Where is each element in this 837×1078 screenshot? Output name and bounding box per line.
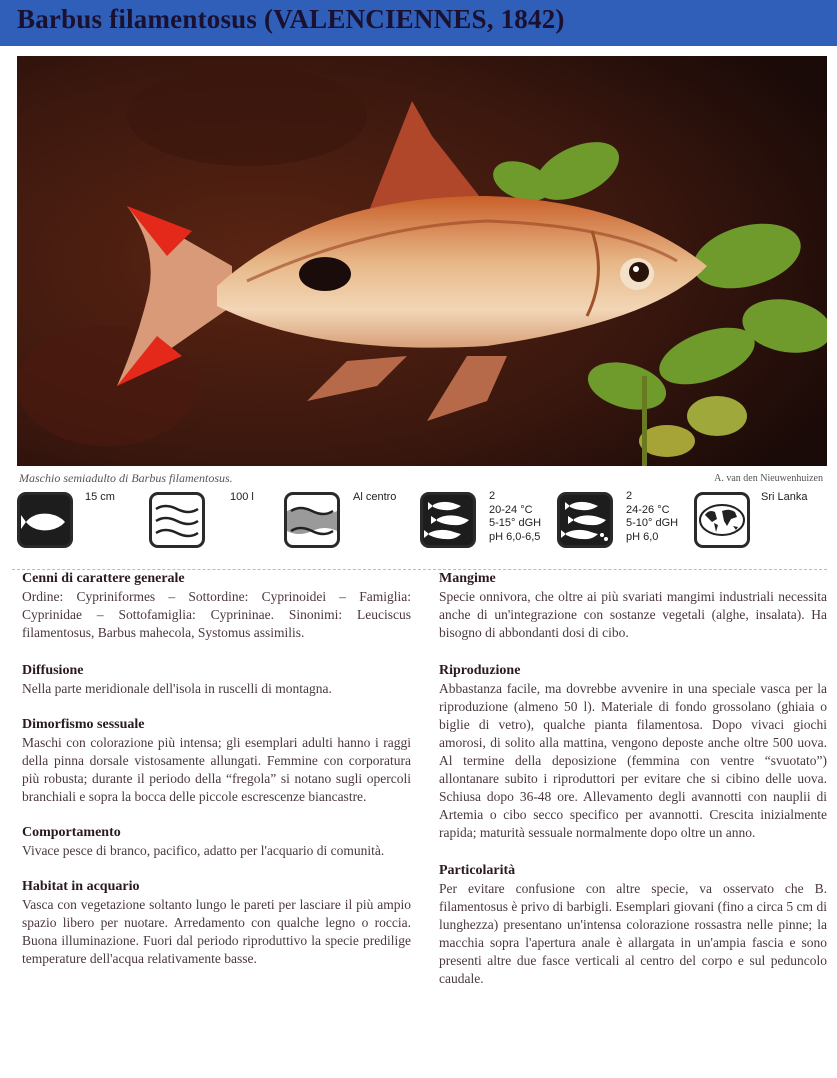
breeding-ph: pH 6,0 — [626, 530, 659, 543]
section-text: Nella parte meridionale dell'isola in ruscelli di montagna. — [22, 681, 332, 696]
left-column — [22, 570, 411, 968]
section-heading: Particolarità — [439, 863, 516, 878]
section-dimorphism — [22, 716, 411, 806]
section-habitat — [22, 878, 411, 968]
section-heading: Riproduzione — [439, 663, 521, 678]
fish-breeding-icon — [557, 492, 613, 548]
breeding-hardness-class: 2 — [626, 490, 633, 502]
breeding-temperature: 24-26 °C — [626, 503, 670, 516]
section-general — [22, 570, 411, 642]
keeping-hardness-class: 2 — [489, 490, 496, 502]
right-column — [439, 570, 827, 988]
photo-caption: Maschio semiadulto di Barbus filamentosus. — [19, 471, 233, 485]
fish-size-icon — [17, 492, 73, 548]
section-text: Per evitare confusione con altre specie, va osservato che B. filamentosus è privo di barbigli. Esemplari giovani (fino a circa 5 cm di lunghezza) presentano un'intensa colorazione rossastra nelle pinne; la macchia sopra l'apertura anale è allargata in un'ampia fascia e sono presenti altre due fasce verticali al centro del corpo e sul peduncolo caudale. — [439, 881, 827, 986]
swim-zone-value: Al centro — [353, 491, 397, 503]
size-value: 15 cm — [85, 491, 115, 503]
swim-zone-icon — [284, 492, 340, 548]
section-text: Vivace pesce di branco, pacifico, adatto per l'acquario di comunità. — [22, 843, 385, 858]
section-heading: Habitat in acquario — [22, 879, 140, 894]
keeping-dgh: 5-15° dGH — [489, 517, 542, 529]
fish-photo — [17, 56, 827, 466]
water-breeding-values — [626, 490, 678, 544]
fish-group-icon — [420, 492, 476, 548]
section-heading: Diffusione — [22, 663, 84, 678]
section-text: Abbastanza facile, ma dovrebbe avvenire in una speciale vasca per la riproduzione (almeno 50 l). Materiale di fondo grossolano (ghiaia o biglie di vetro), qualche pianta filamentosa. Dopo vivaci giochi amorosi, di solito alla mattina, vengono deposte anche oltre 500 uova. Al termine della deposizione (femmina con ventre “svuotato”) allontanare subito i riproduttori per evitare che si cibino delle uova. Schiusa dopo 36-48 ore. Allevamento degli avannotti con nauplii di Artemia o cibo secco specifico per avannotti. Crescita inizialmente rapida; maturità sessuale normalmente dopo oltre un anno. — [439, 681, 827, 840]
section-heading: Comportamento — [22, 825, 121, 840]
section-heading: Mangime — [439, 571, 496, 586]
section-food — [439, 570, 827, 642]
section-text: Specie onnivora, che oltre ai più svariati mangimi industriali necessita anche di un'integrazione con sostanze vegetali (alghe, insalata). Ha bisogno di abbondanti dosi di cibo. — [439, 589, 827, 640]
section-text: Vasca con vegetazione soltanto lungo le pareti per lasciare il più ampio spazio libero per nuotare. Arredamento con qualche legno o roccia. Buona illuminazione. Fuori dal periodo riproduttivo la specie predilige temperature dell'acqua relativamente basse. — [22, 897, 411, 966]
section-text: Ordine: Cypriniformes – Sottordine: Cyprinoidei – Famiglia: Cyprinidae – Sottofamiglia: Cyprininae. Sinonimi: Leuciscus filamentosus, Barbus mahecola, Systomus assimilis. — [22, 589, 411, 640]
keeping-temperature: 20-24 °C — [489, 503, 533, 516]
page-title: Barbus filamentosus (VALENCIENNES, 1842) — [17, 4, 565, 34]
title-bar — [0, 0, 837, 46]
world-map-icon — [694, 492, 750, 548]
section-reproduction — [439, 662, 827, 842]
photo-credit: A. van den Nieuwenhuizen — [714, 473, 823, 484]
breeding-dgh: 5-10° dGH — [626, 517, 679, 529]
section-heading: Cenni di carattere generale — [22, 571, 185, 586]
species-data-row — [0, 486, 837, 566]
section-behaviour — [22, 824, 411, 860]
section-heading: Dimorfismo sessuale — [22, 717, 145, 732]
section-peculiarities — [439, 862, 827, 988]
water-keeping-values — [489, 490, 541, 544]
tank-volume-icon — [149, 492, 205, 548]
keeping-ph: pH 6,0-6,5 — [489, 530, 541, 543]
section-text: Maschi con colorazione più intensa; gli esemplari adulti hanno i raggi della pinna dorsale vistosamente allungati. Femmine con corporatura più robusta; durante il periodo della “fregola” si notano sugli opercoli branchiali e sopra la bocca delle piccole escrescenze biancastre. — [22, 735, 411, 804]
section-distribution — [22, 662, 411, 698]
volume-value: 100 l — [230, 491, 254, 503]
origin-value: Sri Lanka — [761, 491, 808, 503]
